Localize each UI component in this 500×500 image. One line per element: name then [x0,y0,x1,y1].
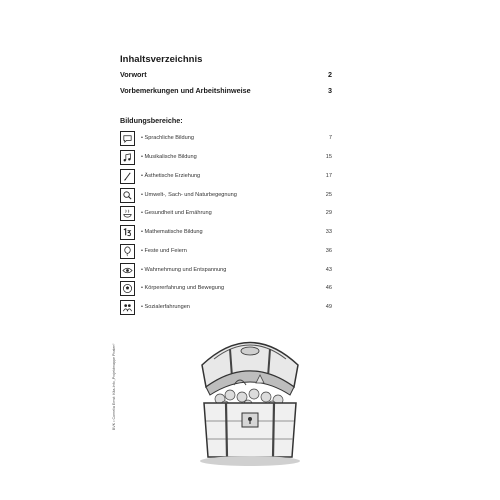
food-icon [120,206,135,221]
area-row-musikalische-bildung[interactable] [120,149,332,165]
area-label: • Musikalische Bildung [141,154,197,160]
area-row-gesundheit-ernaehrung[interactable] [120,205,332,221]
area-row-koerpererfahrung-bewegung[interactable] [120,280,332,296]
area-label: • Ästhetische Erziehung [141,173,201,179]
area-page: 29 [325,210,332,216]
toc-entry-page: 2 [328,70,332,79]
area-page: 36 [325,248,332,254]
area-page: 33 [325,229,332,235]
area-row-wahrnehmung-entspannung[interactable] [120,262,332,278]
ball-icon [120,281,135,296]
side-credit: BVK • Cornelia Ernst: Kita-Info „Projektmappe Piraten“ [112,343,116,430]
area-page: 43 [325,267,332,273]
area-label: • Gesundheit und Ernährung [141,210,212,216]
section-title-bildungsbereiche: Bildungsbereiche: [120,116,183,125]
area-page: 17 [325,173,332,179]
toc-entry-page: 3 [328,86,332,95]
magnifier-icon [120,188,135,203]
area-page: 7 [328,135,332,141]
eye-icon [120,263,135,278]
speech-bubble-icon [120,131,135,146]
numbers-icon [120,225,135,240]
balloon-icon [120,244,135,259]
area-page: 46 [325,285,332,291]
toc-entry-vorwort[interactable] [120,70,332,79]
treasure-chest-illustration [190,325,310,475]
area-label: • Umwelt-, Sach- und Naturbegegnung [141,192,237,198]
area-label: • Sprachliche Bildung [141,135,194,141]
area-row-umwelt-sach-naturbegegnung[interactable] [120,187,332,203]
people-icon [120,300,135,315]
area-label: • Körpererfahrung und Bewegung [141,285,225,291]
toc-entry-label: Vorwort [120,70,147,79]
area-label: • Mathematische Bildung [141,229,203,235]
area-page: 25 [325,192,332,198]
area-row-feste-feiern[interactable] [120,243,332,259]
area-row-aesthetische-erziehung[interactable] [120,168,332,184]
area-label: • Wahrnehmung und Entspannung [141,267,227,273]
area-label: • Sozialerfahrungen [141,304,190,310]
brush-icon [120,169,135,184]
area-row-mathematische-bildung[interactable] [120,224,332,240]
area-row-sprachliche-bildung[interactable] [120,130,332,146]
area-label: • Feste und Feiern [141,248,187,254]
area-page: 49 [325,304,332,310]
toc-title: Inhaltsverzeichnis [120,54,203,65]
area-page: 15 [325,154,332,160]
music-notes-icon [120,150,135,165]
toc-entry-label: Vorbemerkungen und Arbeitshinweise [120,86,251,95]
toc-entry-vorbemerkungen[interactable] [120,86,332,95]
area-row-sozialerfahrungen[interactable] [120,299,332,315]
